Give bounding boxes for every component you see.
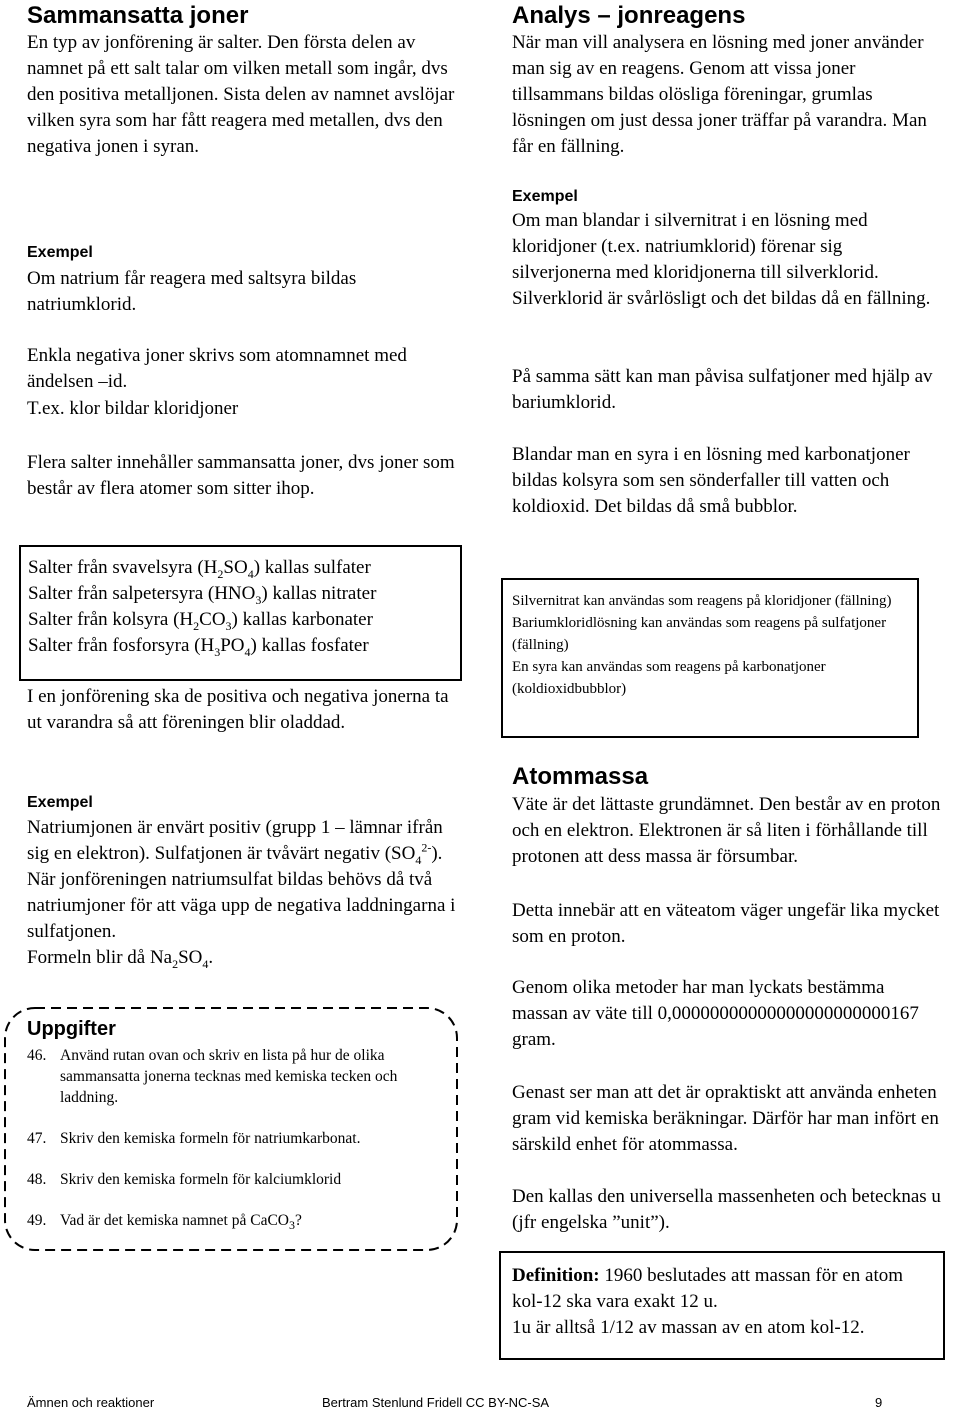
section-title-compound-ions: Sammansatta joner (27, 2, 249, 29)
compound-ions-paragraph: Flera salter innehåller sammansatta joner, dvs joner som består av flera atomer som sitter ihop. (27, 452, 455, 499)
chlorine-example-text: T.ex. klor bildar kloridjoner (27, 398, 239, 419)
hydrogen-paragraph: Väte är det lättaste grundämnet. Den består av en proton och en elektron. Elektronen är så liten i förhållande till protonen att dess massa är försumbar. (512, 794, 941, 867)
tasks-list (27, 1045, 447, 1231)
sodium-sulfate-example: Natriumjonen är envärt positiv (grupp 1 – lämnar ifrån sig en elektron). Sulfatjonen är tvåvärt negativ $(SO_4^{2-})$. När jonföreningen natriumsulfat bildas behövs då två natriumjoner för att väga upp de negativa laddningarna i sulfatjonen. Formeln blir då $Na_2SO_4$. (27, 817, 456, 971)
task-item: 47. Skriv den kemiska formeln för natriumkarbonat. (27, 1130, 361, 1147)
task-item: 46. Använd rutan ovan och skriv en lista på hur de olika sammansatta jonerna tecknas med kemiska tecken och laddning. (27, 1047, 398, 1106)
universal-unit-paragraph: Den kallas den universella massenheten och betecknas u (jfr engelska ”unit”). (512, 1186, 941, 1233)
example-label: Exempel (512, 188, 578, 205)
example-label: Exempel (27, 794, 93, 811)
example-label: Exempel (27, 244, 93, 261)
footer-page-number: 9 (875, 1395, 883, 1410)
carbonate-line: Salter från kolsyra $(H_2CO_3)$ kallas karbonater (28, 609, 373, 633)
task-item: 48. Skriv den kemiska formeln för kalciumklorid (27, 1171, 342, 1188)
simple-negative-ions-text: Enkla negativa joner skrivs som atomnamnet med ändelsen –id. (27, 345, 407, 392)
definition-text: Definition: 1960 beslutades att massan för en atom kol-12 ska vara exakt 12 u. (512, 1265, 904, 1312)
hydrogen-measurement-paragraph: Genom olika metoder har man lyckats bestämma massan av väte till 0,00000000000000000000000167 gram. (512, 977, 919, 1050)
silver-nitrate-example: Om man blandar i silvernitrat i en lösning med kloridjoner (t.ex. natriumklorid) förenar sig silverjonerna med kloridjonerna till silverklorid. Silverklorid är svårlösligt och det bildas då en fällning. (512, 210, 931, 309)
neutral-charge-paragraph: I en jonförening ska de positiva och negativa jonerna ta ut varandra så att föreningen blir oladdad. (27, 686, 449, 733)
acid-salts-box (19, 545, 462, 681)
hydrogen-mass-paragraph: Detta innebär att en väteatom väger ungefär lika mycket som en proton. (512, 900, 940, 947)
example-text: Om natrium får reagera med saltsyra bildas natriumklorid. (27, 268, 357, 315)
unit-motivation-paragraph: Genast ser man att det är opraktiskt att använda enheten gram vid kemiska beräkningar. Därför har man infört en särskild enhet för atommassa. (512, 1082, 939, 1155)
task-item: 49. Vad är det kemiska namnet på CaCO$_3$? (27, 1212, 302, 1233)
footer-book-title: Ämnen och reaktioner (27, 1395, 155, 1410)
carbonate-test-text: Blandar man en syra i en lösning med karbonatjoner bildas kolsyra som sen sönderfaller till vatten och koldioxid. Det bildas då små bubblor. (512, 444, 910, 517)
definition-box (499, 1251, 945, 1360)
tasks-title: Uppgifter (27, 1018, 116, 1040)
footer-author: Bertram Stenlund Fridell CC BY-NC-SA (322, 1395, 550, 1410)
intro-paragraph: En typ av jonförening är salter. Den första delen av namnet på ett salt talar om vilken metall som ingår, dvs den positiva metalljonen. Sista delen av namnet avslöjar vilken syra som har fått reagera med metallen, dvs den negativa jonen i syran. (27, 32, 455, 157)
phosphate-line: Salter från fosforsyra $(H_3PO_4)$ kallas fosfater (28, 635, 369, 659)
nitrate-line: Salter från salpetersyra $(HNO_3)$ kallas nitrater (28, 583, 377, 607)
reagent-summary-box (501, 578, 919, 738)
section-title-atomic-mass: Atommassa (512, 763, 649, 790)
reagent-item: Silvernitrat kan användas som reagens på kloridjoner (fällning) (512, 593, 892, 609)
section-title-analysis: Analys – jonreagens (512, 2, 746, 29)
reagent-item: En syra kan användas som reagens på karbonatjoner (koldioxidbubblor) (512, 659, 826, 697)
sulfate-line: Salter från svavelsyra $(H_2SO_4)$ kallas sulfater (28, 557, 371, 581)
analysis-intro: När man vill analysera en lösning med joner använder man sig av en reagens. Genom att vissa joner tillsammans bildas olösliga föreningar, grumlas lösningen om just dessa joner träffar på varandra. Man får en fällning. (512, 32, 927, 157)
reagent-item: Bariumkloridlösning kan användas som reagens på sulfatjoner (fällning) (512, 615, 887, 653)
sulfate-test-text: På samma sätt kan man påvisa sulfatjoner med hjälp av bariumklorid. (512, 366, 933, 413)
definition-conclusion: 1u är alltså 1/12 av massan av en atom kol-12. (512, 1317, 865, 1338)
